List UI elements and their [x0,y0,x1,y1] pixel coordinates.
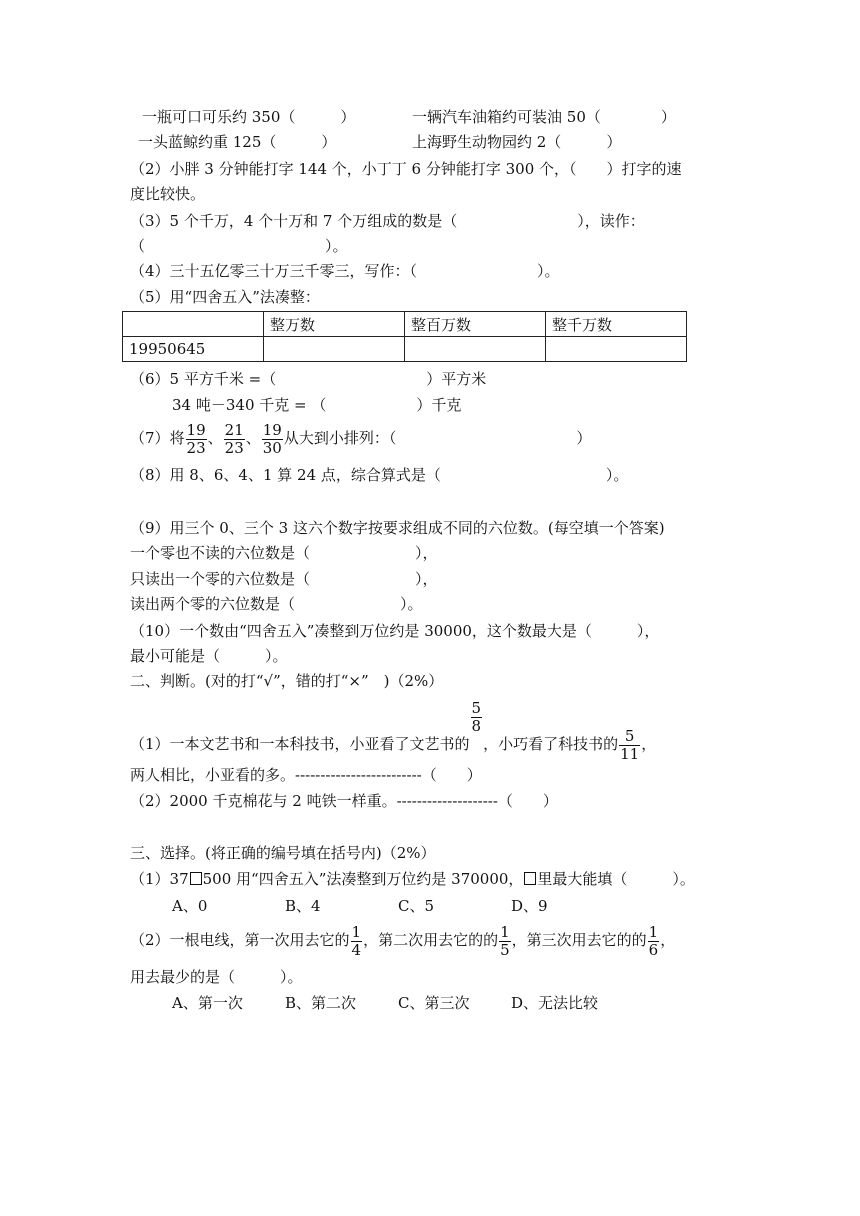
fraction-numerator: 19 [262,420,282,439]
s3q1-prefix: （1）37 [130,870,189,888]
rounding-table-row [123,337,687,362]
s3q1-option-c: C、5 [398,897,435,915]
table-header-empty [123,312,264,337]
s3q2-mid2: ，第三次用去它的的 [511,931,647,949]
s3q2-option-b: B、第二次 [285,994,357,1012]
s3q2-option-a: A、第一次 [172,994,243,1012]
q7-prefix: （7）将 [130,429,185,447]
section2-q1-line2: 两人相比，小亚看的多。-------------------------（ ） [130,766,482,784]
q7-separator: 、 [245,429,261,447]
s2q1-prefix: （1）一本文艺书和一本科技书，小亚看了文艺书的 [130,735,470,753]
q1-item-car-tank: 一辆汽车油箱约可装油 50（ ） [412,108,676,126]
s3q1-option-a: A、0 [172,897,208,915]
s3q2-option-d: D、无法比较 [511,994,599,1012]
q3-line1: （3）5 个千万，4 个十万和 7 个万组成的数是（ ），读作： [130,212,645,230]
table-cell-qianwan [546,337,687,362]
q2-line1: （2）小胖 3 分钟能打字 144 个，小丁丁 6 分钟能打字 300 个，（ ）打字的速 [130,160,682,178]
section3-q1-line [130,868,695,890]
fraction-1-5 [499,924,511,959]
q3-line2: （ ）。 [130,237,348,255]
s3q1-mid: 500 用“四舍五入”法凑整到万位约是 370000， [202,870,524,888]
q6-line1: （6）5 平方千米 =（ ）平方米 [130,370,487,388]
q8-line: （8）用 8、6、4、1 算 24 点，综合算式是（ ）。 [130,466,629,484]
blank-box-icon [190,872,202,885]
fraction-numerator: 5 [471,699,482,717]
fraction-1-6 [648,924,660,959]
q7-separator: 、 [207,429,223,447]
fraction-numerator: 1 [500,922,510,941]
fraction-denominator: 5 [500,940,510,959]
section2-title: 二、判断。(对的打“√”，错的打“×” )（2%） [130,672,444,690]
q1-item-zoo: 上海野生动物园约 2（ ） [412,133,622,151]
fraction-denominator: 6 [648,940,659,959]
fraction-numerator: 5 [619,728,640,746]
fraction-denominator: 8 [471,717,482,735]
section2-q2: （2）2000 千克棉花与 2 吨铁一样重。--------------------（ ） [130,792,558,810]
fraction-denominator: 23 [224,438,244,457]
fraction-denominator: 11 [620,744,640,763]
table-cell-baiwan [405,337,546,362]
s3q2-prefix: （2）一根电线，第一次用去它的 [130,931,350,949]
fraction-1-4 [351,924,363,959]
table-header-qianwan: 整千万数 [546,312,687,337]
fraction-21-23 [224,422,245,457]
q7-line [130,418,591,458]
q10-line2: 最小可能是（ ）。 [130,647,288,665]
s3q2-mid1: ，第二次用去它的的 [363,931,499,949]
section3-q2-line1 [130,920,675,960]
q9-line1: （9）用三个 0、三个 3 这六个数字按要求组成不同的六位数。(每空填一个答案) [130,519,665,537]
fraction-numerator: 1 [351,922,362,941]
fraction-numerator: 19 [186,420,206,439]
s3q1-end: 里最大能填（ ）。 [537,870,695,888]
fraction-denominator: 30 [262,438,282,457]
rounding-table [122,311,687,362]
q1-item-cola: 一瓶可口可乐约 350（ ） [142,108,356,126]
q5-title: （5）用“四舍五入”法凑整： [130,288,320,306]
fraction-denominator: 23 [186,438,206,457]
q9-line2: 一个零也不读的六位数是（ ）， [130,544,438,562]
table-cell-wan [264,337,405,362]
s3q1-option-d: D、9 [511,897,548,915]
q4-line: （4）三十五亿零三十万三千零三，写作：（ ）。 [130,262,560,280]
q1-item-whale: 一头蓝鲸约重 125（ ） [138,133,337,151]
fraction-denominator: 4 [351,940,362,959]
s3q1-option-b: B、4 [285,897,321,915]
rounding-table-header-row [123,312,687,337]
s3q2-option-c: C、第三次 [398,994,470,1012]
s2q1-mid: ，小巧看了科技书的 [483,735,619,753]
fraction-numerator: 1 [648,922,659,941]
fraction-19-30 [262,422,283,457]
fraction-numerator: 21 [224,420,244,439]
q9-line3: 只读出一个零的六位数是（ ）， [130,570,438,588]
q6-line2: 34 吨－340 千克 = （ ）千克 [172,396,462,414]
fraction-5-8 [471,700,483,735]
s2q1-end: ， [641,735,657,753]
section3-title: 三、选择。(将正确的编号填在括号内)（2%） [130,844,436,862]
q2-line2: 度比较快。 [130,185,206,203]
blank-box-icon [524,872,536,885]
section2-q1-line1 [130,700,656,762]
fraction-5-11 [619,728,640,763]
section3-q2-line2: 用去最少的是（ ）。 [130,968,303,986]
s3q2-end: ， [660,931,676,949]
q9-line4: 读出两个零的六位数是（ ）。 [130,595,423,613]
fraction-19-23 [186,422,207,457]
table-header-baiwan: 整百万数 [405,312,546,337]
table-header-wan: 整万数 [264,312,405,337]
table-cell-number: 19950645 [123,337,264,362]
q10-line1: （10）一个数由“四舍五入”凑整到万位约是 30000，这个数最大是（ ）， [130,622,660,640]
q7-suffix: 从大到小排列：（ ） [283,429,592,447]
